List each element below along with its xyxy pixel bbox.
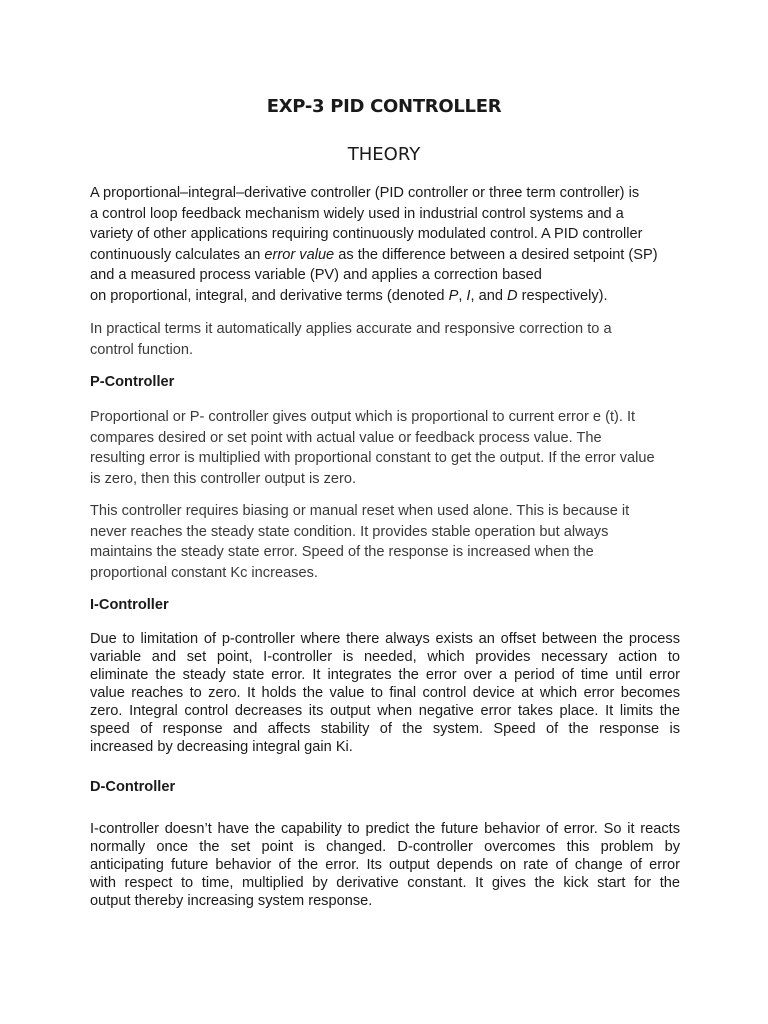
intro-line-3: variety of other applications requiring continuously modulated control. A PID controller <box>90 226 643 243</box>
heading-p-controller: P-Controller <box>90 374 175 390</box>
intro-text: respectively). <box>517 287 608 304</box>
d-para-line-3: anticipating future behavior of the error. Its output depends on rate of change of error <box>90 857 680 873</box>
intro-text: , <box>458 287 467 304</box>
term-i: I <box>466 287 471 304</box>
p-para1-line-3: resulting error is multiplied with proportional constant to get the output. If the error value <box>90 450 655 467</box>
d-controller-paragraph <box>90 820 680 910</box>
heading-d-controller: D-Controller <box>90 779 176 795</box>
heading-i-controller: I-Controller <box>90 597 169 613</box>
d-para-line-2: normally once the set point is changed. D-controller overcomes this problem by <box>90 839 680 855</box>
p-controller-paragraph-1 <box>90 407 680 489</box>
i-para-line-4: value reaches to zero. It holds the value to final control device at which error becomes <box>90 685 680 701</box>
i-para-line-5: zero. Integral control decreases its output when negative error takes place. It limits the <box>90 703 680 719</box>
intro-paragraph <box>90 183 680 307</box>
intro-line-4 <box>90 245 680 266</box>
practical-line-1: In practical terms it automatically applies accurate and responsive correction to a <box>90 321 612 337</box>
intro-text: continuously calculates an <box>90 246 265 263</box>
i-para-line-3: eliminate the steady state error. It integrates the error over a period of time until error <box>90 667 680 683</box>
i-para-line-2: variable and set point, I-controller is needed, which provides necessary action to <box>90 649 680 665</box>
intro-text: , and <box>470 287 507 304</box>
term-p: P <box>448 287 459 304</box>
i-controller-paragraph <box>90 630 680 756</box>
intro-text: as the difference between a desired setpoint (SP) <box>334 246 658 263</box>
d-para-line-4: with respect to time, multiplied by derivative constant. It gives the kick start for the <box>90 875 680 891</box>
practical-line-2: control function. <box>90 341 194 358</box>
p-para2-line-2: never reaches the steady state condition. It provides stable operation but always <box>90 523 609 540</box>
i-para-line-7: increased by decreasing integral gain Ki. <box>90 739 353 755</box>
i-para-line-1: Due to limitation of p-controller where there always exists an offset between the process <box>90 631 680 647</box>
intro-line-5: and a measured process variable (PV) and applies a correction based <box>90 267 542 284</box>
p-para2-line-1: This controller requires biasing or manual reset when used alone. This is because it <box>90 503 630 519</box>
i-para-line-6: speed of response and affects stability of the system. Speed of the response is <box>90 721 680 737</box>
intro-line-2: a control loop feedback mechanism widely used in industrial control systems and a <box>90 205 624 222</box>
p-para1-line-2: compares desired or set point with actual value or feedback process value. The <box>90 429 602 446</box>
section-title-theory: THEORY <box>347 144 421 165</box>
term-d: D <box>507 287 518 304</box>
p-para2-line-3: maintains the steady state error. Speed of the response is increased when the <box>90 544 594 561</box>
practical-paragraph <box>90 319 680 360</box>
p-para1-line-1: Proportional or P- controller gives output which is proportional to current error e (t). It <box>90 409 636 425</box>
intro-text: on proportional, integral, and derivative terms (denoted <box>90 287 449 304</box>
intro-line-6 <box>90 286 680 307</box>
d-para-line-5: output thereby increasing system response. <box>90 893 373 909</box>
document-title: EXP-3 PID CONTROLLER <box>266 96 502 117</box>
p-para2-line-4: proportional constant Kc increases. <box>90 564 318 581</box>
p-controller-paragraph-2 <box>90 501 680 583</box>
d-para-line-1: I-controller doesn’t have the capability to predict the future behavior of error. So it reacts <box>90 821 680 837</box>
intro-line-1: A proportional–integral–derivative controller (PID controller or three term controller) is <box>90 185 640 201</box>
intro-emphasis-error-value: error value <box>264 246 335 263</box>
p-para1-line-4: is zero, then this controller output is zero. <box>90 470 357 487</box>
